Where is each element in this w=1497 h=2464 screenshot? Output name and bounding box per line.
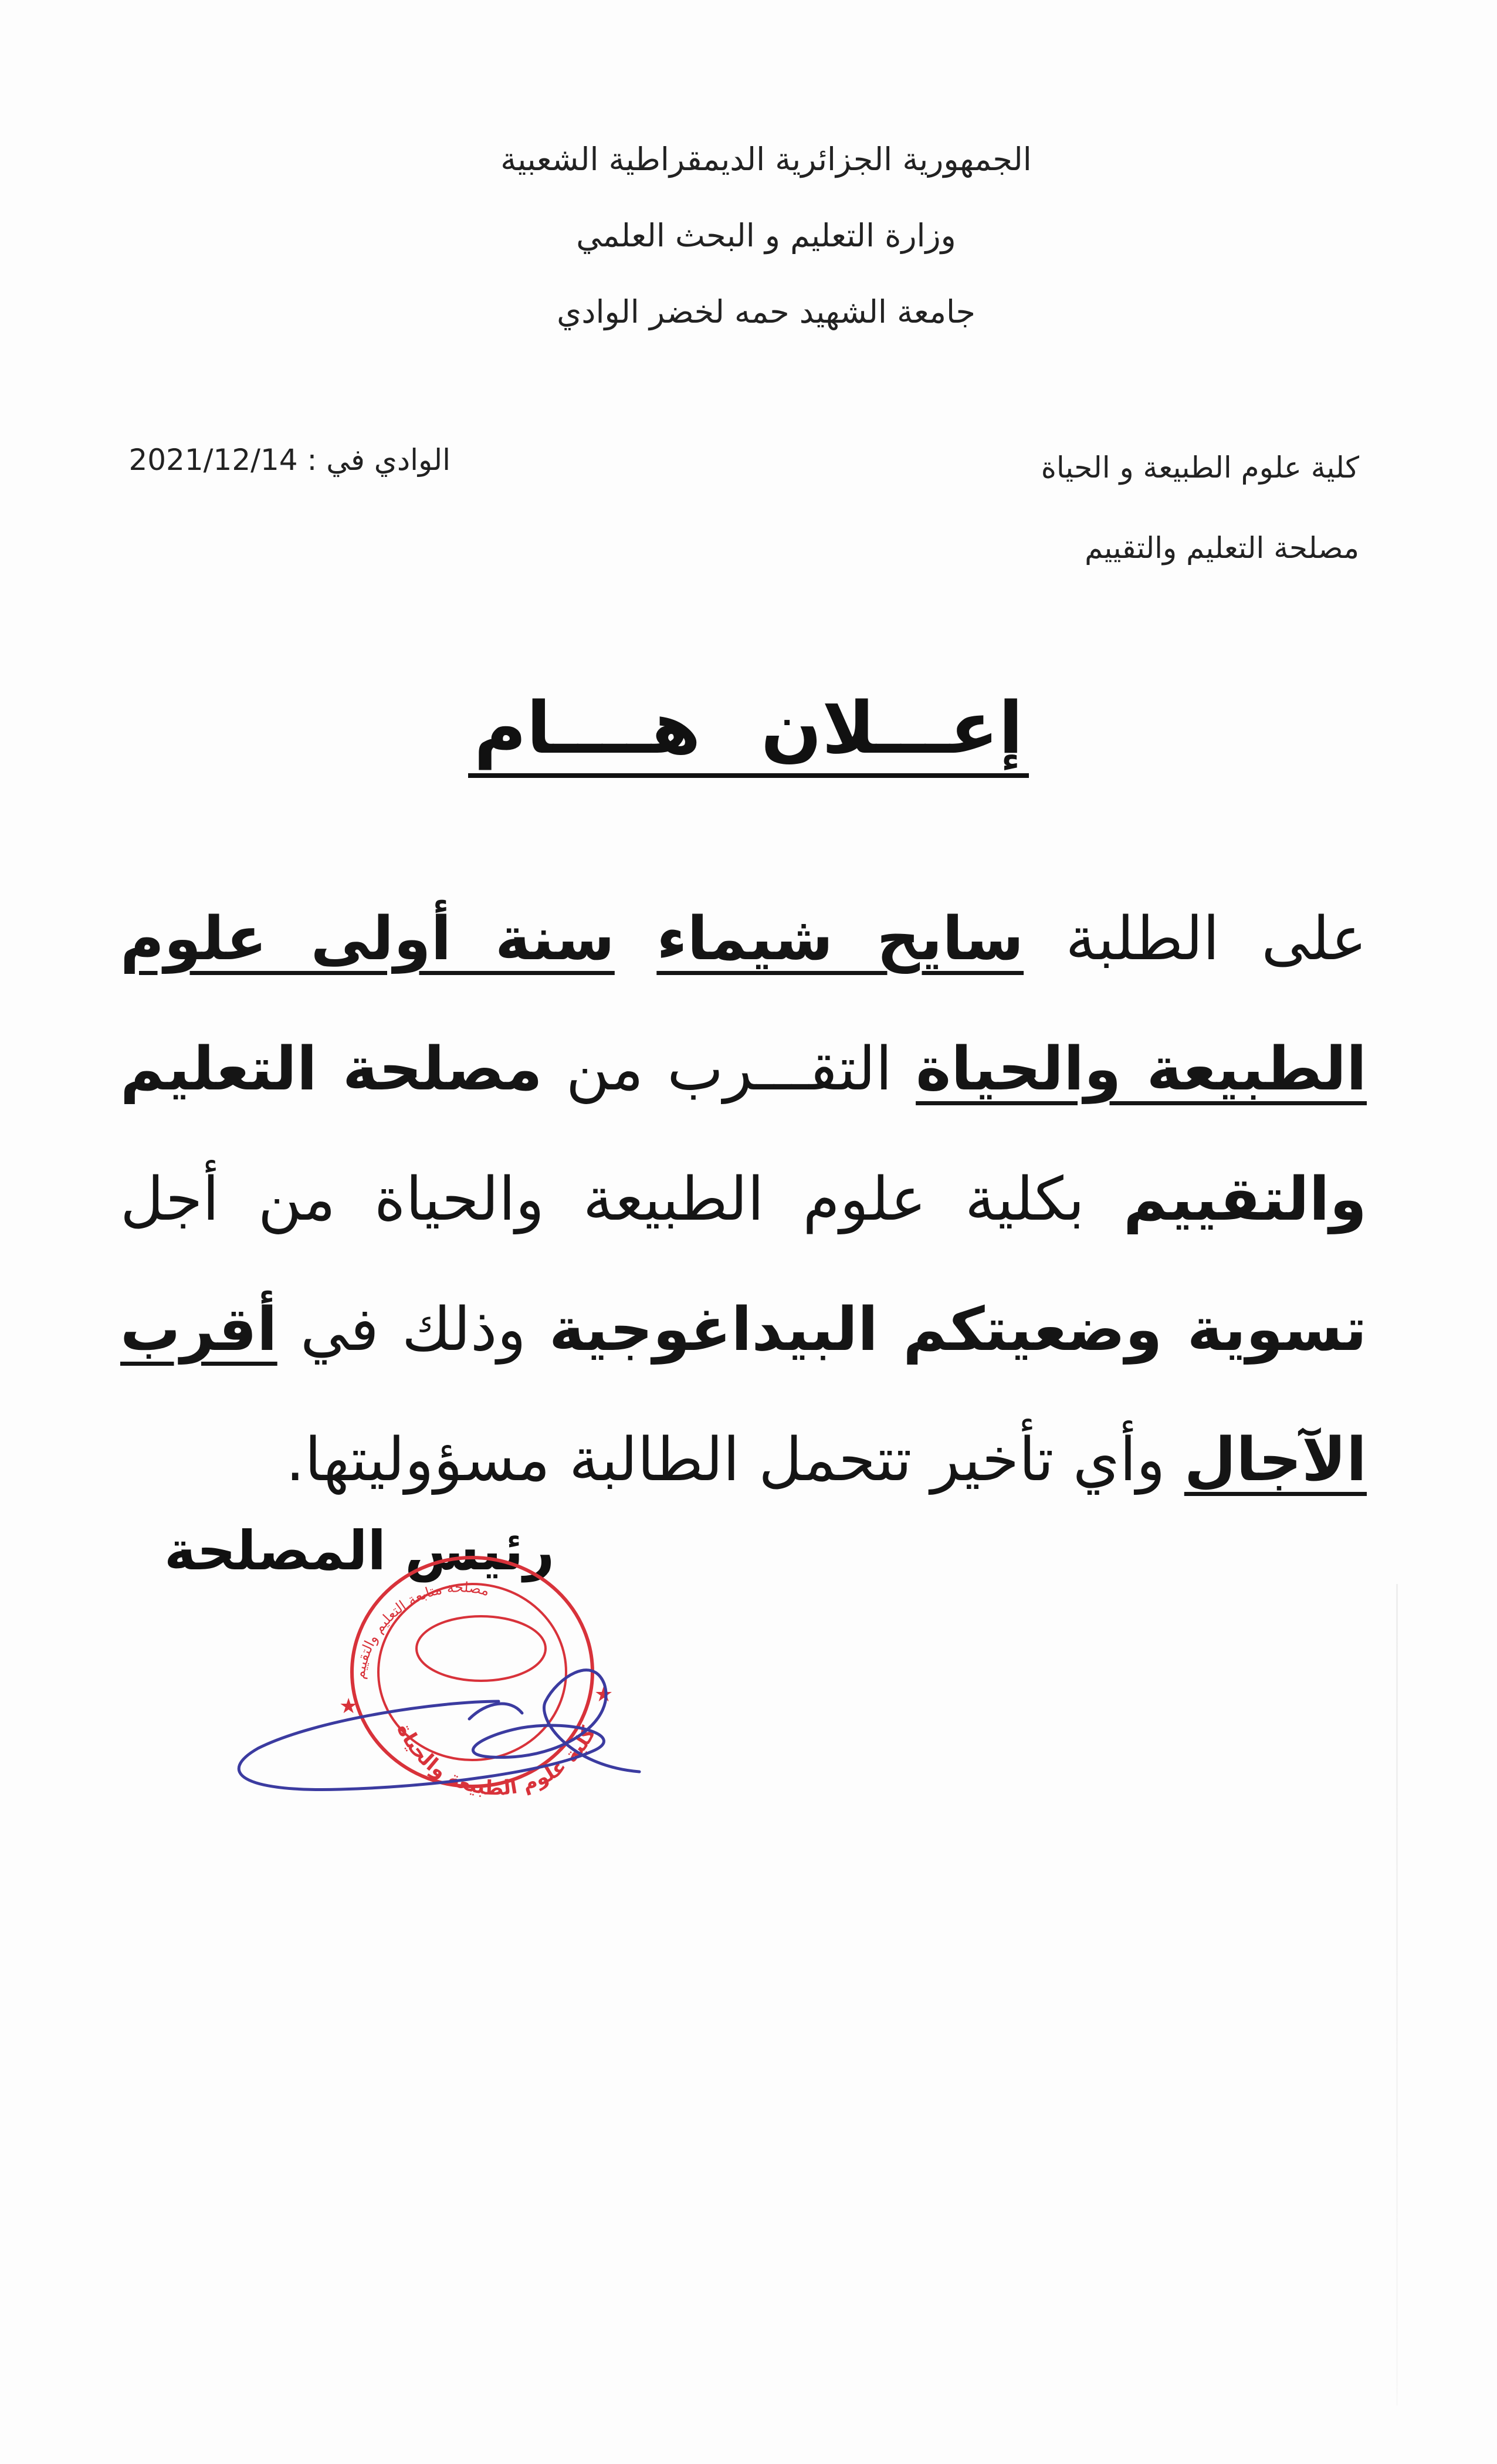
official-stamp-icon: [194, 1525, 692, 1801]
sender-faculty: كلية علوم الطبيعة و الحياة: [1041, 451, 1359, 485]
svg-text:مصلحة متابعة التعليم والتقييم: [351, 1579, 492, 1680]
document-date: [104, 443, 451, 477]
body-segment: تسوية وضعيتكم البيداغوجية: [548, 1295, 1367, 1365]
date-prefix: الوادي في :: [307, 443, 451, 477]
announcement-title-text: إعـــلان هــــام: [468, 686, 1029, 778]
stamp-text-service: مصلحة متابعة التعليم والتقييم: [351, 1579, 492, 1680]
body-segment: بكلية علوم الطبيعة والحياة من أجل: [120, 1165, 1124, 1234]
body-segment: سنة أولى علوم الطبيعة والحياة: [120, 904, 1367, 1104]
body-segment: على الطلبة: [1024, 904, 1367, 974]
body-segment: وذلك في: [277, 1295, 549, 1365]
header-university: جامعة الشهيد حمه لخضر الوادي: [557, 293, 976, 330]
sender-service: مصلحة التعليم والتقييم: [1085, 531, 1359, 565]
date-value: 2021/12/14: [128, 443, 298, 477]
body-segment: سايح شيماء: [656, 904, 1024, 974]
signatory-title: رئيس المصلحة: [164, 1519, 555, 1582]
scan-artifact-line: [1396, 1584, 1398, 2405]
stamp-text-faculty: كلية علوم الطبيعة والحياة: [392, 1720, 601, 1800]
announcement-body: [120, 874, 1367, 1525]
header-republic: الجمهورية الجزائرية الديمقراطية الشعبية: [500, 141, 1032, 178]
stamp-star-left-icon: ★: [339, 1694, 358, 1718]
body-segment: التقـــرب من: [542, 1034, 916, 1104]
body-segment: مصلحة التعليم والتقييم: [120, 1034, 1367, 1234]
announcement-title: [0, 686, 1497, 770]
body-segment: [615, 904, 656, 974]
header-ministry: وزارة التعليم و البحث العلمي: [576, 217, 956, 254]
body-segment: أقرب الآجال: [120, 1295, 1367, 1495]
stamp-star-right-icon: ★: [594, 1683, 614, 1707]
body-segment: وأي تأخير تتحمل الطالبة مسؤوليتها.: [285, 1425, 1184, 1495]
